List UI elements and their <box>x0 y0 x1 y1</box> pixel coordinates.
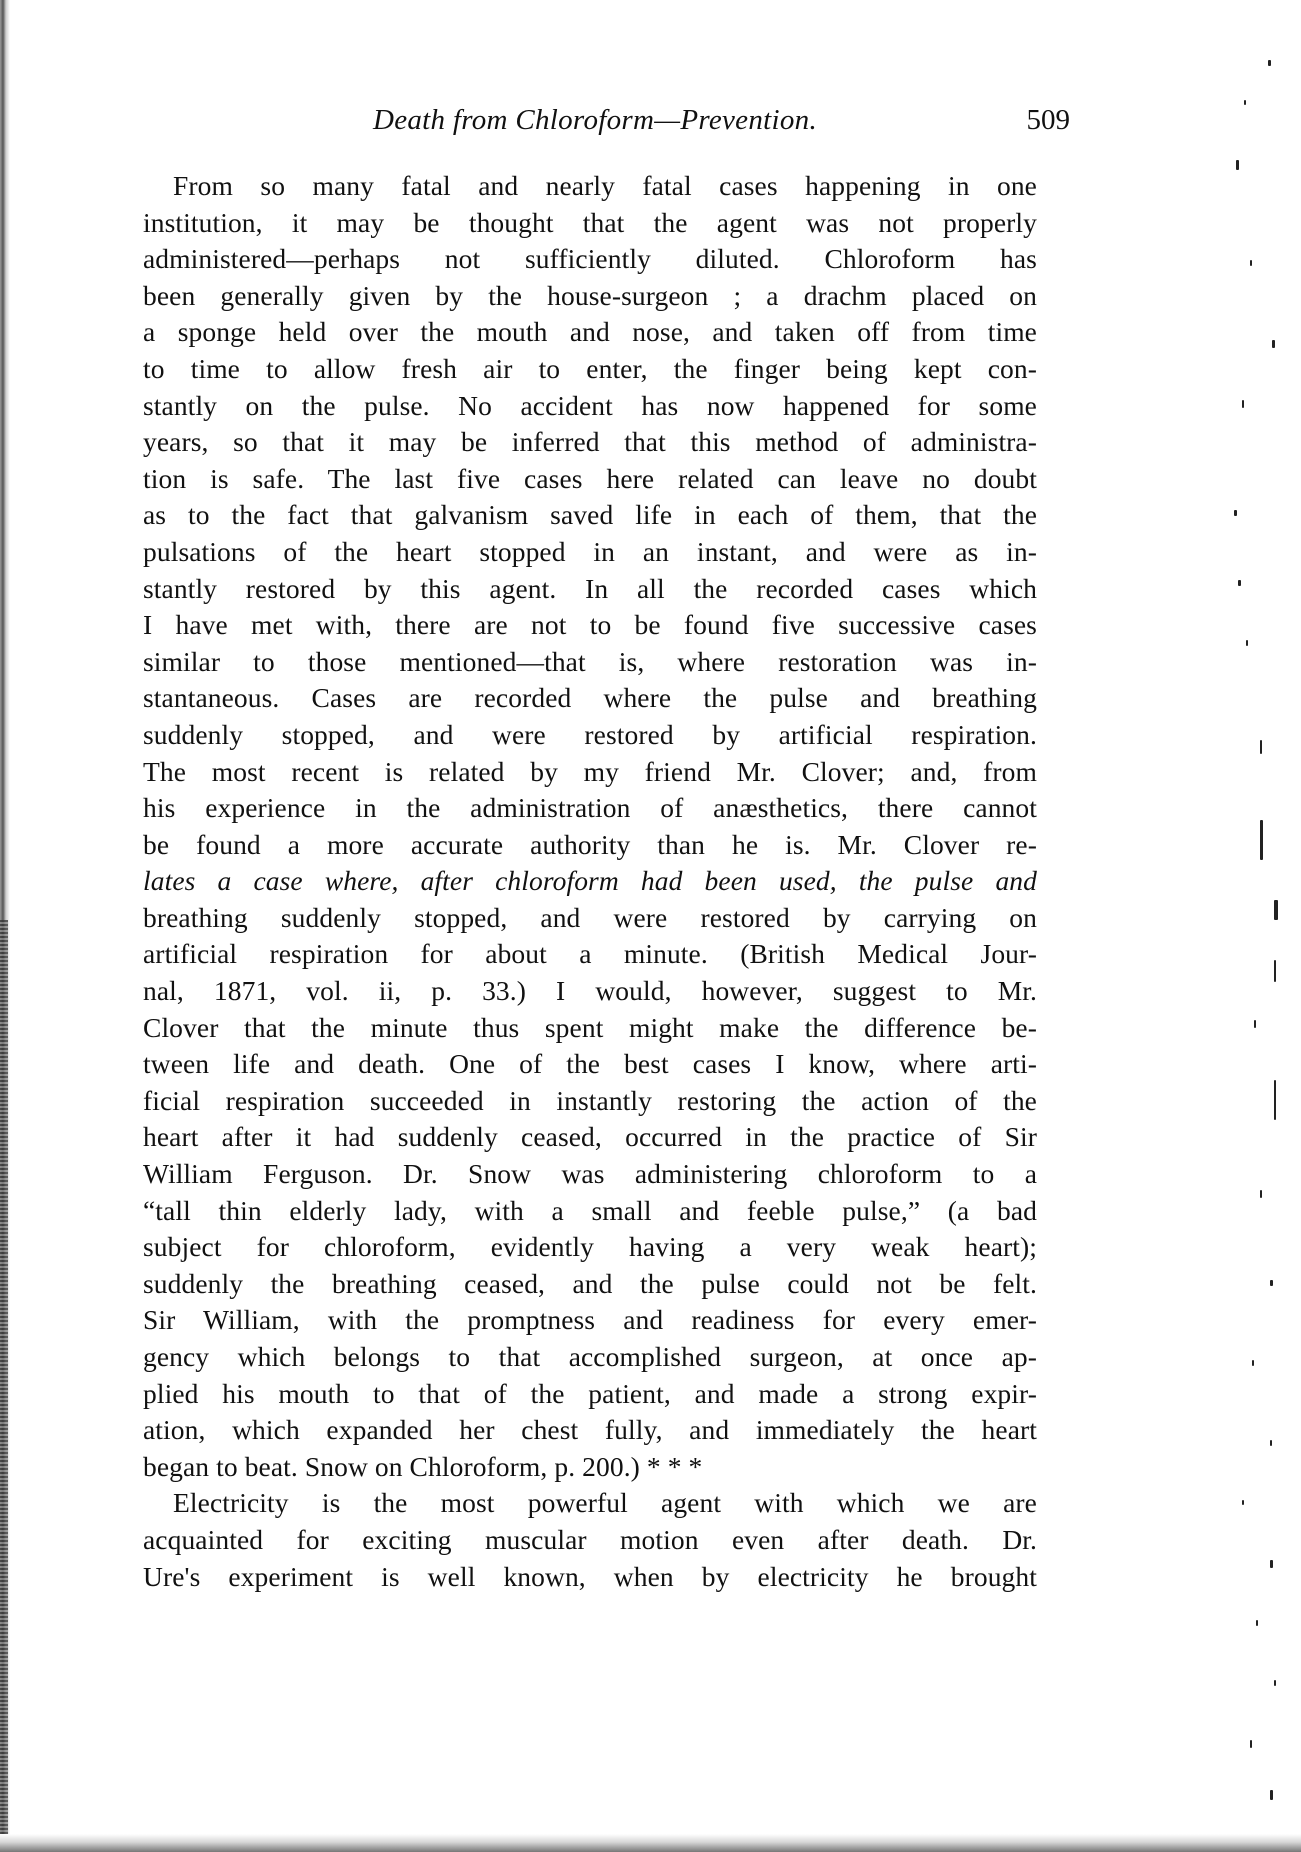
speck <box>1260 820 1263 860</box>
speck <box>1246 640 1248 646</box>
text-line: nal, 1871, vol. ii, p. 33.) I would, however, suggest to Mr. <box>143 975 1037 1007</box>
text-line: The most recent is related by my friend Mr. Clover; and, from <box>143 755 1037 787</box>
speck <box>1274 960 1276 982</box>
text-line: as to the fact that galvanism saved life in each of them, that the <box>143 499 1037 531</box>
text-line: suddenly stopped, and were restored by artificial respiration. <box>143 718 1037 750</box>
page-bottom-edge-shadow <box>0 1834 1301 1852</box>
text-line: been generally given by the house-surgeon ; a drachm placed on <box>143 279 1037 311</box>
text-line: Sir William, with the promptness and readiness for every emer- <box>143 1304 1037 1336</box>
speck <box>1238 580 1241 586</box>
speck <box>1270 1790 1273 1800</box>
speck <box>1254 1020 1256 1028</box>
speck <box>1274 1080 1276 1120</box>
text-line: his experience in the administration of anæsthetics, there cannot <box>143 792 1037 824</box>
text-line: years, so that it may be inferred that this method of administra- <box>143 426 1037 458</box>
speck <box>1270 1280 1273 1286</box>
text-line: to time to allow fresh air to enter, the finger being kept con- <box>143 352 1037 384</box>
speck <box>1242 400 1244 408</box>
text-line: lates a case where, after chloroform had been used, the pulse and <box>143 865 1037 897</box>
running-head <box>120 104 1070 144</box>
text-line: tween life and death. One of the best cases I know, where arti- <box>143 1048 1037 1080</box>
text-line: gency which belongs to that accomplished surgeon, at once ap- <box>143 1341 1037 1372</box>
text-line: Clover that the minute thus spent might make the difference be- <box>143 1011 1037 1043</box>
text-line: stantaneous. Cases are recorded where the pulse and breathing <box>143 682 1037 714</box>
text-line: “tall thin elderly lady, with a small and feeble pulse,” (a bad <box>143 1194 1037 1226</box>
text-line: institution, it may be thought that the agent was not properly <box>143 206 1037 238</box>
text-line: acquainted for exciting muscular motion even after death. Dr. <box>143 1523 1037 1555</box>
speck <box>1274 900 1278 920</box>
right-margin-specks <box>1230 40 1290 1830</box>
text-line: administered—perhaps not sufficiently diluted. Chloroform has <box>143 243 1037 275</box>
text-line: plied his mouth to that of the patient, and made a strong expir- <box>143 1377 1037 1409</box>
text-line: Electricity is the most powerful agent with which we are <box>173 1487 1037 1519</box>
text-line: pulsations of the heart stopped in an instant, and were as in- <box>143 535 1037 567</box>
text-line: I have met with, there are not to be found five successive cases <box>143 609 1037 641</box>
body-text <box>143 168 1037 1595</box>
text-line: be found a more accurate authority than he is. Mr. Clover re- <box>143 828 1037 860</box>
speck <box>1234 510 1237 516</box>
speck <box>1260 1190 1262 1198</box>
running-title: Death from Chloroform—Prevention. <box>372 104 818 136</box>
text-line: subject for chloroform, evidently having a very weak heart); <box>143 1231 1037 1263</box>
text-line: began to beat. Snow on Chloroform, p. 200.) * * * <box>143 1450 703 1482</box>
speck <box>1260 740 1262 754</box>
text-line: suddenly the breathing ceased, and the pulse could not be felt. <box>143 1267 1037 1299</box>
text-line: a sponge held over the mouth and nose, and taken off from time <box>143 316 1037 348</box>
page-binding-edge <box>0 920 8 1852</box>
page-number: 509 <box>1026 104 1070 136</box>
speck <box>1244 100 1246 105</box>
speck <box>1256 1620 1258 1626</box>
text-line: Ure's experiment is well known, when by electricity he brought <box>143 1560 1037 1592</box>
speck <box>1272 340 1275 348</box>
speck <box>1268 60 1271 66</box>
text-line: breathing suddenly stopped, and were restored by carrying on <box>143 901 1037 933</box>
speck <box>1236 160 1239 170</box>
text-line: heart after it had suddenly ceased, occurred in the practice of Sir <box>143 1121 1037 1153</box>
speck <box>1250 1740 1252 1748</box>
text-line: William Ferguson. Dr. Snow was administering chloroform to a <box>143 1158 1037 1190</box>
text-line: artificial respiration for about a minute. (British Medical Jour- <box>143 938 1037 970</box>
text-line: From so many fatal and nearly fatal cases happening in one <box>173 170 1037 201</box>
speck <box>1270 1440 1272 1446</box>
text-line: stantly on the pulse. No accident has now happened for some <box>143 389 1037 421</box>
text-line: ation, which expanded her chest fully, and immediately the heart <box>143 1414 1037 1446</box>
text-line: stantly restored by this agent. In all the recorded cases which <box>143 572 1037 604</box>
text-line: similar to those mentioned—that is, where restoration was in- <box>143 645 1037 677</box>
speck <box>1252 1360 1254 1366</box>
speck <box>1274 1680 1276 1686</box>
speck <box>1242 1500 1244 1505</box>
text-line: ficial respiration succeeded in instantly restoring the action of the <box>143 1084 1037 1116</box>
speck <box>1250 260 1252 266</box>
speck <box>1270 1560 1273 1568</box>
text-line: tion is safe. The last five cases here related can leave no doubt <box>143 462 1037 494</box>
